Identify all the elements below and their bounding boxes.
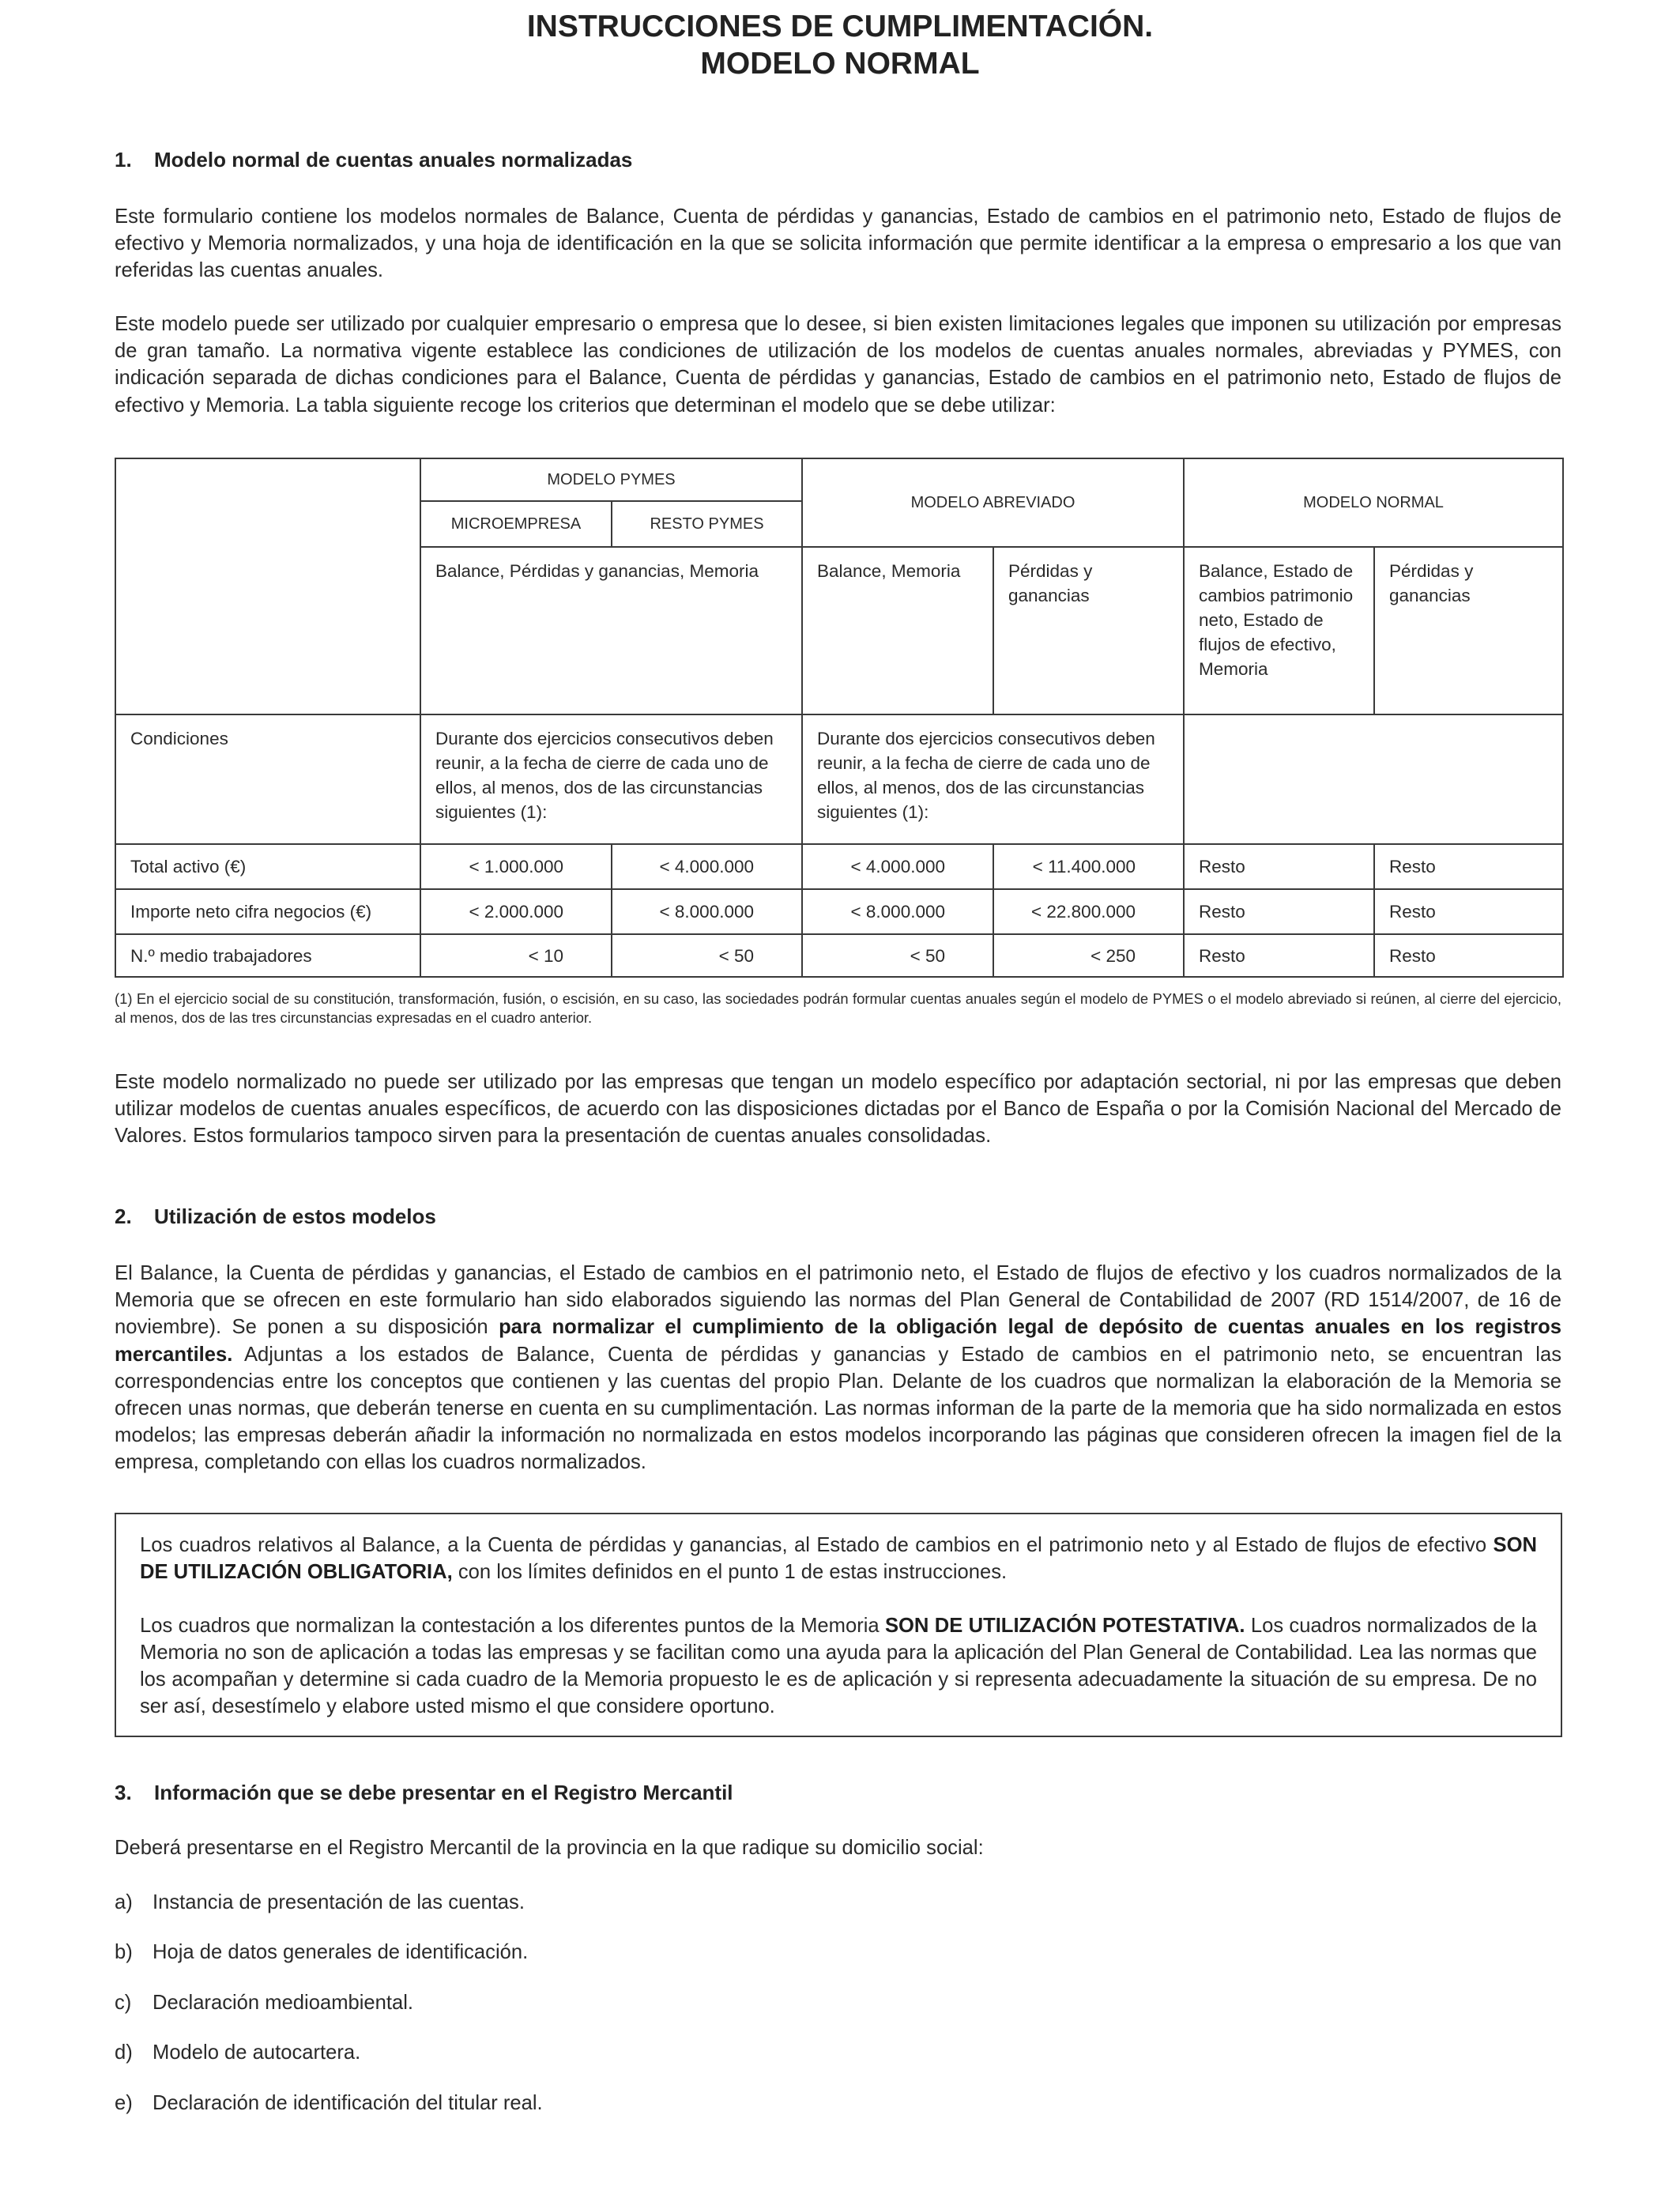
header-modelo-normal: MODELO NORMAL — [1184, 458, 1563, 547]
row-abreviado-pyg: < 22.800.000 — [993, 889, 1184, 934]
notice-paragraph-2 — [140, 1612, 1537, 1720]
section-2-heading — [115, 1204, 1561, 1229]
row-normal-balance: Resto — [1184, 889, 1374, 934]
table-corner-cell — [115, 458, 420, 714]
docs-abreviado-pyg: Pérdidas y ganancias — [993, 547, 1184, 714]
notice-1-text-1: Los cuadros relativos al Balance, a la Cuenta de pérdidas y ganancias, al Estado de cambios en el patrimonio neto y al Estado de flujos de efectivo — [140, 1534, 1494, 1556]
list-item — [115, 1890, 525, 1915]
notice-2-bold: SON DE UTILIZACIÓN POTESTATIVA. — [884, 1615, 1245, 1637]
row-abreviado-pyg: < 250 — [993, 934, 1184, 977]
title-line-1: INSTRUCCIONES DE CUMPLIMENTACIÓN. — [526, 9, 1154, 43]
section-3-title: Información que se debe presentar en el Registro Mercantil — [154, 1781, 733, 1804]
row-micro: < 1.000.000 — [420, 844, 612, 889]
table-row — [115, 889, 1563, 934]
row-normal-pyg: Resto — [1374, 934, 1563, 977]
table-row — [115, 934, 1563, 977]
table-footnote: (1) En el ejercicio social de su constitución, transformación, fusión, o escisión, en su caso, las sociedades podrán formular cuentas anuales según el modelo de PYMES o el modelo abreviado si reúnen, al cierre del ejercicio, al menos, dos de las tres circunstancias expresadas en el cuadro anterior. — [115, 990, 1561, 1026]
row-abreviado-pyg: < 11.400.000 — [993, 844, 1184, 889]
row-label: N.º medio trabajadores — [115, 934, 420, 977]
row-micro: < 10 — [420, 934, 612, 977]
header-resto-pymes: RESTO PYMES — [612, 501, 802, 547]
notice-1-bold: SON DE UTILIZACIÓN OBLIGATORIA, — [140, 1534, 1537, 1583]
list-item — [115, 1940, 528, 1965]
list-marker: e) — [115, 2092, 133, 2114]
row-normal-balance: Resto — [1184, 934, 1374, 977]
list-marker: d) — [115, 2041, 133, 2064]
section-2-text-1: El Balance, la Cuenta de pérdidas y ganancias, el Estado de cambios en el patrimonio neto, el Estado de flujos de efectivo y los cuadros normalizados de la Memoria que se ofrecen en este formulario han sido elaborados siguiendo las normas del Plan General de Contabilidad de 2007 (RD 1514/2007, de 16 de noviembre). Se ponen a su disposición — [115, 1262, 1561, 1339]
section-3-heading — [115, 1780, 1561, 1805]
section-2-text-2: Adjuntas a los estados de Balance, Cuenta de pérdidas y ganancias y Estado de cambios en el patrimonio neto, se encuentran las correspondencias entre los conceptos que contienen y las cuentas del propio Plan. Delante de los cuadros que normalizan la elaboración de la Memoria se ofrecen unas normas, que deberán tenerse en cuenta en su cumplimentación. Las normas informan de la parte de la memoria que ha sido normalizada en estos modelos; las empresas deberán añadir la información no normalizada en estos modelos incorporando las páginas que consideren ofrecen la imagen fiel de la empresa, completando con ellas los cuadros normalizados. — [115, 1343, 1561, 1474]
conditions-abreviado: Durante dos ejercicios consecutivos deben reunir, a la fecha de cierre de cada uno de ellos, al menos, dos de las circunstancias siguientes (1): — [802, 714, 1184, 844]
row-normal-pyg: Resto — [1374, 889, 1563, 934]
list-text: Hoja de datos generales de identificación. — [153, 1941, 529, 1963]
row-abreviado-balance: < 4.000.000 — [802, 844, 993, 889]
page-title — [0, 8, 1680, 82]
criteria-table — [115, 458, 1564, 978]
notice-1-text-2: con los límites definidos en el punto 1 de estas instrucciones. — [452, 1561, 1008, 1583]
notice-2-text-1: Los cuadros que normalizan la contestación a los diferentes puntos de la Memoria — [140, 1615, 885, 1637]
header-microempresa: MICROEMPRESA — [420, 501, 612, 547]
header-modelo-pymes: MODELO PYMES — [420, 458, 802, 501]
conditions-label: Condiciones — [115, 714, 420, 844]
list-marker: c) — [115, 1992, 132, 2014]
section-3-number: 3. — [115, 1781, 132, 1804]
title-line-2: MODELO NORMAL — [700, 47, 980, 81]
section-2-paragraph — [115, 1260, 1561, 1476]
conditions-normal-empty — [1184, 714, 1563, 844]
header-modelo-abreviado: MODELO ABREVIADO — [802, 458, 1184, 547]
docs-pymes: Balance, Pérdidas y ganancias, Memoria — [420, 547, 802, 714]
section-1-paragraph-3: Este modelo normalizado no puede ser utilizado por las empresas que tengan un modelo específico por adaptación sectorial, ni por las empresas que deben utilizar modelos de cuentas anuales específicos, de acuerdo con las disposiciones dictadas por el Banco de España o por la Comisión Nacional del Mercado de Valores. Estos formularios tampoco sirven para la presentación de cuentas anuales consolidadas. — [115, 1071, 1561, 1148]
list-text: Declaración de identificación del titular real. — [153, 2092, 543, 2114]
section-3-intro: Deberá presentarse en el Registro Mercantil de la provincia en la que radique su domicilio social: — [115, 1837, 984, 1859]
table-row — [115, 844, 1563, 889]
list-text: Modelo de autocartera. — [153, 2041, 361, 2064]
section-2-number: 2. — [115, 1204, 132, 1228]
section-1-title: Modelo normal de cuentas anuales normalizadas — [154, 148, 633, 172]
list-text: Declaración medioambiental. — [153, 1992, 414, 2014]
list-item — [115, 1990, 413, 2015]
row-label: Importe neto cifra negocios (€) — [115, 889, 420, 934]
docs-normal-balance: Balance, Estado de cambios patrimonio neto, Estado de flujos de efectivo, Memoria — [1184, 547, 1374, 714]
section-1-paragraph-1: Este formulario contiene los modelos normales de Balance, Cuenta de pérdidas y ganancias, Estado de cambios en el patrimonio neto, Estado de flujos de efectivo y Memoria normalizados, y una hoja de identificación en la que se solicita información que permite identificar a la empresa o empresario a los que van referidas las cuentas anuales. — [115, 205, 1561, 282]
row-resto-pymes: < 8.000.000 — [612, 889, 802, 934]
row-resto-pymes: < 50 — [612, 934, 802, 977]
usage-notice-box — [115, 1513, 1562, 1737]
conditions-pymes: Durante dos ejercicios consecutivos deben reunir, a la fecha de cierre de cada uno de ellos, al menos, dos de las circunstancias siguientes (1): — [420, 714, 802, 844]
list-text: Instancia de presentación de las cuentas. — [153, 1891, 525, 1913]
notice-paragraph-1 — [140, 1532, 1537, 1585]
list-item — [115, 2040, 360, 2065]
list-marker: b) — [115, 1941, 133, 1963]
docs-abreviado-balance: Balance, Memoria — [802, 547, 993, 714]
row-abreviado-balance: < 8.000.000 — [802, 889, 993, 934]
section-1-paragraph-2: Este modelo puede ser utilizado por cualquier empresario o empresa que lo desee, si bien existen limitaciones legales que imponen su utilización por empresas de gran tamaño. La normativa vigente establece las condiciones de utilización de los modelos de cuentas anuales normales, abreviadas y PYMES, con indicación separada de dichas condiciones para el Balance, Cuenta de pérdidas y ganancias, Estado de cambios en el patrimonio neto, Estado de flujos de efectivo y Memoria. La tabla siguiente recoge los criterios que determinan el modelo que se debe utilizar: — [115, 313, 1561, 417]
row-label: Total activo (€) — [115, 844, 420, 889]
section-1-number: 1. — [115, 148, 132, 172]
section-2-bold-text: para normalizar el cumplimiento de la obligación legal de depósito de cuentas anuales en los registros mercantiles. — [115, 1316, 1561, 1366]
notice-2-text-2: Los cuadros normalizados de la Memoria no son de aplicación a todas las empresas y se facilitan como una ayuda para la aplicación del Plan General de Contabilidad. Lea las normas que los acompañan y determine si cada cuadro de la Memoria propuesto le es de aplicación y si representa adecuadamente la situación de su empresa. De no ser así, desestímelo y elabore usted mismo el que considere oportuno. — [140, 1615, 1537, 1717]
list-marker: a) — [115, 1891, 133, 1913]
section-1-heading — [115, 147, 1561, 172]
row-micro: < 2.000.000 — [420, 889, 612, 934]
list-item — [115, 2090, 543, 2116]
row-resto-pymes: < 4.000.000 — [612, 844, 802, 889]
row-normal-balance: Resto — [1184, 844, 1374, 889]
docs-normal-pyg: Pérdidas y ganancias — [1374, 547, 1563, 714]
row-normal-pyg: Resto — [1374, 844, 1563, 889]
section-2-title: Utilización de estos modelos — [154, 1204, 436, 1228]
row-abreviado-balance: < 50 — [802, 934, 993, 977]
